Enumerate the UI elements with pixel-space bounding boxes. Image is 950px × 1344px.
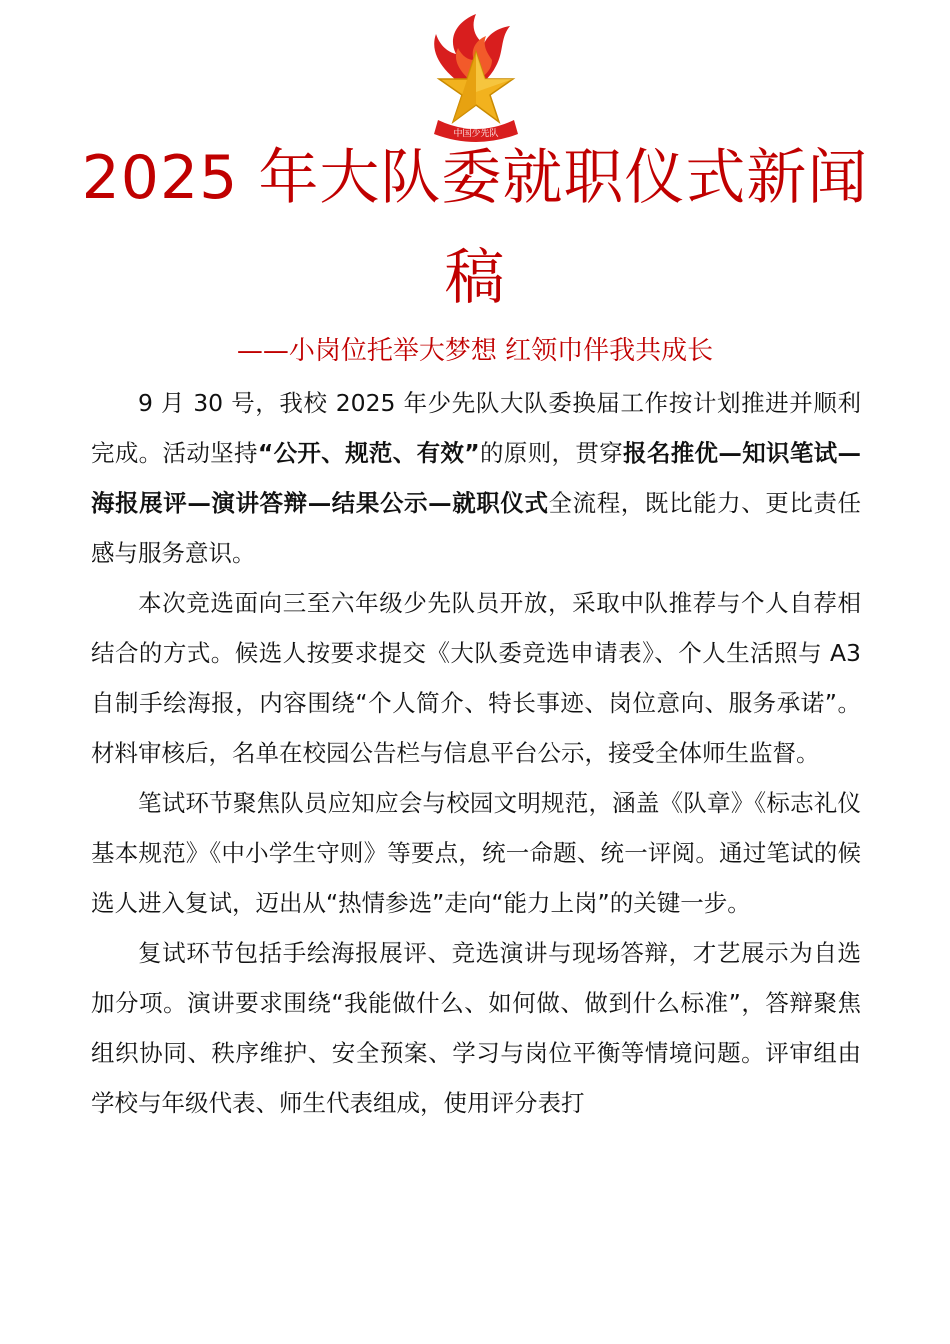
paragraph-1-text-b: 的原则，贯穿	[479, 439, 624, 467]
young-pioneers-emblem-icon	[418, 12, 534, 142]
page-title-line-1: 2025 年大队委就职仪式新闻	[81, 143, 869, 213]
paragraph-1-bold-process: 报名推优—知识笔试—海报展评—演讲答辩—结果公示—就职仪式	[91, 439, 862, 517]
paragraph-3: 笔试环节聚焦队员应知应会与校园文明规范，涵盖《队章》《标志礼仪基本规范》《中小学生守则》等要点，统一命题、统一评阅。通过笔试的候选人进入复试，迈出从“热情参选”走向“能力上岗”的关键一步。	[91, 789, 861, 917]
paragraph-1-text-c: 全流程，既比能力、更比责任感与服务意识。	[91, 489, 862, 567]
paragraph-2: 本次竞选面向三至六年级少先队员开放，采取中队推荐与个人自荐相结合的方式。候选人按要求提交《大队委竞选申请表》、个人生活照与 A3 自制手绘海报，内容围绕“个人简介、特长事迹、岗位意向、服务承诺”。材料审核后，名单在校园公告栏与信息平台公示，接受全体师生监督。	[91, 589, 861, 767]
paragraph-4: 复试环节包括手绘海报展评、竞选演讲与现场答辩，才艺展示为自选加分项。演讲要求围绕“我能做什么、如何做、做到什么标准”，答辩聚焦组织协同、秩序维护、安全预案、学习与岗位平衡等情境问题。评审组由学校与年级代表、师生代表组成，使用评分表打	[91, 939, 861, 1117]
paragraph-1-bold-principle: “公开、规范、有效”	[257, 439, 480, 467]
paragraph-1	[91, 378, 861, 578]
emblem-ribbon-text: 中国少先队	[453, 129, 499, 139]
page-title-line-2: 稿	[444, 243, 506, 313]
paragraph-1-text-a: 9 月 30 号，我校 2025 年少先队大队委换届工作按计划推进并顺利完成。活动坚持	[91, 389, 861, 467]
article-body	[91, 378, 861, 1128]
page-subtitle: ——小岗位托举大梦想 红领巾伴我共成长	[236, 336, 714, 366]
